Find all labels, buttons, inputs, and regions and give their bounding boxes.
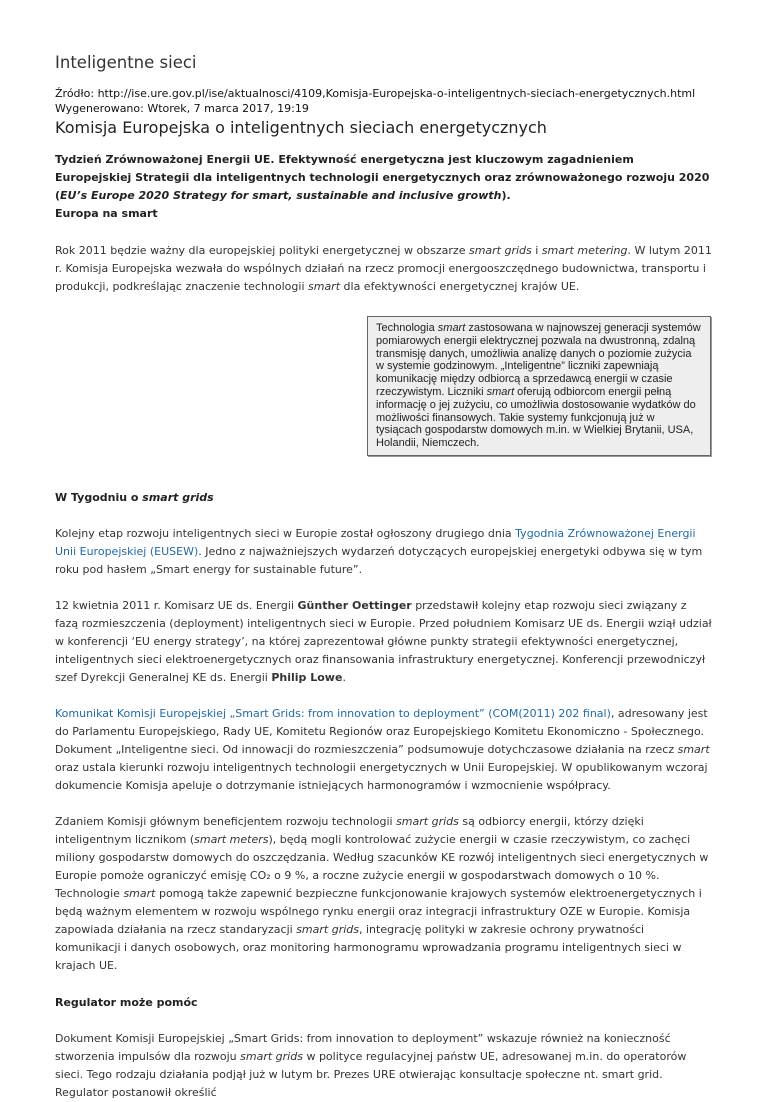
paragraph-komunikat: Komunikat Komisji Europejskiej „Smart Grids: from innovation to deployment” (COM(2011) 202 final), adresowany jest do Parlamentu Europejskiego, Rady UE, Komitetu Regionów oraz Europejskiego Komitetu Ekonomiczno - Społecznego. Dokument „Inteligentne sieci. Od innowacji do rozmieszczenia” podsumowuje dotychczasowe działania na rzecz smart oraz ustala kierunki rozwoju inteligentnych technologii energetycznych w Unii Europejskiej. W opublikowanym wczoraj dokumencie Komisja apeluje o dotrzymanie istniejących harmonogramów i wzmocnienie współpracy. — [55, 706, 710, 792]
paragraph-eusew: Kolejny etap rozwoju inteligentnych sieci w Europie został ogłoszony drugiego dnia Tygodnia Zrównoważonej Energii Unii Europejskiej (EUSEW). Jedno z najważniejszych wydarzeń dotyczących europejskiej energetyki odbywa się w tym roku pod hasłem „Smart energy for sustainable future”. — [55, 526, 703, 576]
document-meta — [55, 86, 713, 116]
section-heading-regulator: Regulator może pomóc — [55, 995, 198, 1009]
paragraph-intro: Rok 2011 będzie ważny dla europejskiej polityki energetycznej w obszarze smart grids i smart metering. W lutym 2011 r. Komisja Europejska wezwała do wspólnych działań na rzecz promocji energooszczędnego budownictwa, transportu i produkcji, podkreślając znaczenie technologii smart dla efektywności energetycznej krajów UE. — [55, 244, 712, 293]
eusew-link[interactable]: Tygodnia Zrównoważonej Energii Unii Europejskiej (EUSEW) — [55, 526, 696, 558]
lead-paragraph: Tydzień Zrównoważonej Energii UE. Efektywność energetyczna jest kluczowym zagadnieniem Europejskiej Strategii dla inteligentnych technologii energetycznych oraz zrównoważonego rozwoju 2020 (EU’s Europe 2020 Strategy for smart, sustainable and inclusive growth). Europa na smart — [55, 153, 710, 220]
komunikat-link[interactable]: Komunikat Komisji Europejskiej „Smart Grids: from innovation to deployment” (COM(2011) 202 final) — [55, 706, 611, 720]
paragraph-beneficjent: Zdaniem Komisji głównym beneficjentem rozwoju technologii smart grids są odbiorcy energii, którzy dzięki inteligentnym licznikom (smart meters), będą mogli kontrolować zużycie energii w czasie rzeczywistym, co zachęci miliony gospodarstw domowych do oszczędzania. Według szacunków KE rozwój inteligentnych sieci energetycznych w Europie pomoże ograniczyć emisję CO₂ o 9 %, a roczne zużycie energii w gospodarstwach domowych o 10 %. Technologie smart pomogą także zapewnić bezpieczne funkcjonowanie krajowych systemów elektroenergetycznych i będą ważnym elementem w rozwoju wspólnego rynku energii oraz integracji infrastruktury OZE w Europie. Komisja zapowiada działania na rzecz standaryzacji smart grids, integrację polityki w zakresie ochrony prywatności komunikacji i danych osobowych, oraz monitoring harmonogramu wprowadzania programu inteligentnych sieci w krajach UE. — [55, 814, 709, 972]
info-box: Technologia smart zastosowana w najnowszej generacji systemów pomiarowych energii elektrycznej pozwala na dwustronną, zdalną transmisję danych, umożliwia analizę danych o poziomie zużycia w systemie godzinowym. „Inteligentne” liczniki zapewniają komunikację między odbiorcą a sprzedawcą energii w czasie rzeczywistym. Liczniki smart oferują odbiorcom energii pełną informację o jej zużyciu, co umożliwia dostosowanie wydatków do możliwości finansowych. Takie systemy funkcjonują już w tysiącach gospodarstw domowych m.in. w Wielkiej Brytanii, USA, Holandii, Niemczech. — [367, 316, 711, 456]
paragraph-regulator: Dokument Komisji Europejskiej „Smart Grids: from innovation to deployment” wskazuje również na konieczność stworzenia impulsów dla rozwoju smart grids w polityce regulacyjnej państw UE, adresowanej m.in. do operatorów sieci. Tego rodzaju działania podjął już w lutym br. Prezes URE otwierając konsultacje społeczne nt. smart grid. Regulator postanowił określić — [55, 1031, 687, 1099]
source-line: Źródło: http://ise.ure.gov.pl/ise/aktualnosci/4109,Komisja-Europejska-o-inteligentnych-sieciach-energetycznych.html — [55, 87, 696, 100]
generated-line: Wygenerowano: Wtorek, 7 marca 2017, 19:19 — [55, 102, 309, 115]
subheading-europa-na-smart: Europa na smart — [55, 207, 158, 220]
paragraph-oettinger: 12 kwietnia 2011 r. Komisarz UE ds. Energii Günther Oettinger przedstawił kolejny etap rozwoju sieci związany z fazą rozmieszczenia (deployment) inteligentnych sieci w Europie. Przed południem Komisarz UE ds. Energii wziął udział w konferencji ‘EU energy strategy’, na której zaprezentował główne punkty strategii efektywności energetycznej, inteligentnych sieci elektroenergetycznych oraz finansowania infrastruktury energetycznej. Konferencji przewodniczył szef Dyrekcji Generalnej KE ds. Energii Philip Lowe. — [55, 598, 712, 684]
site-title: Inteligentne sieci — [55, 53, 197, 72]
section-heading-w-tygodniu: W Tygodniu o smart grids — [55, 490, 214, 504]
article-title: Komisja Europejska o inteligentnych sieciach energetycznych — [55, 118, 547, 137]
